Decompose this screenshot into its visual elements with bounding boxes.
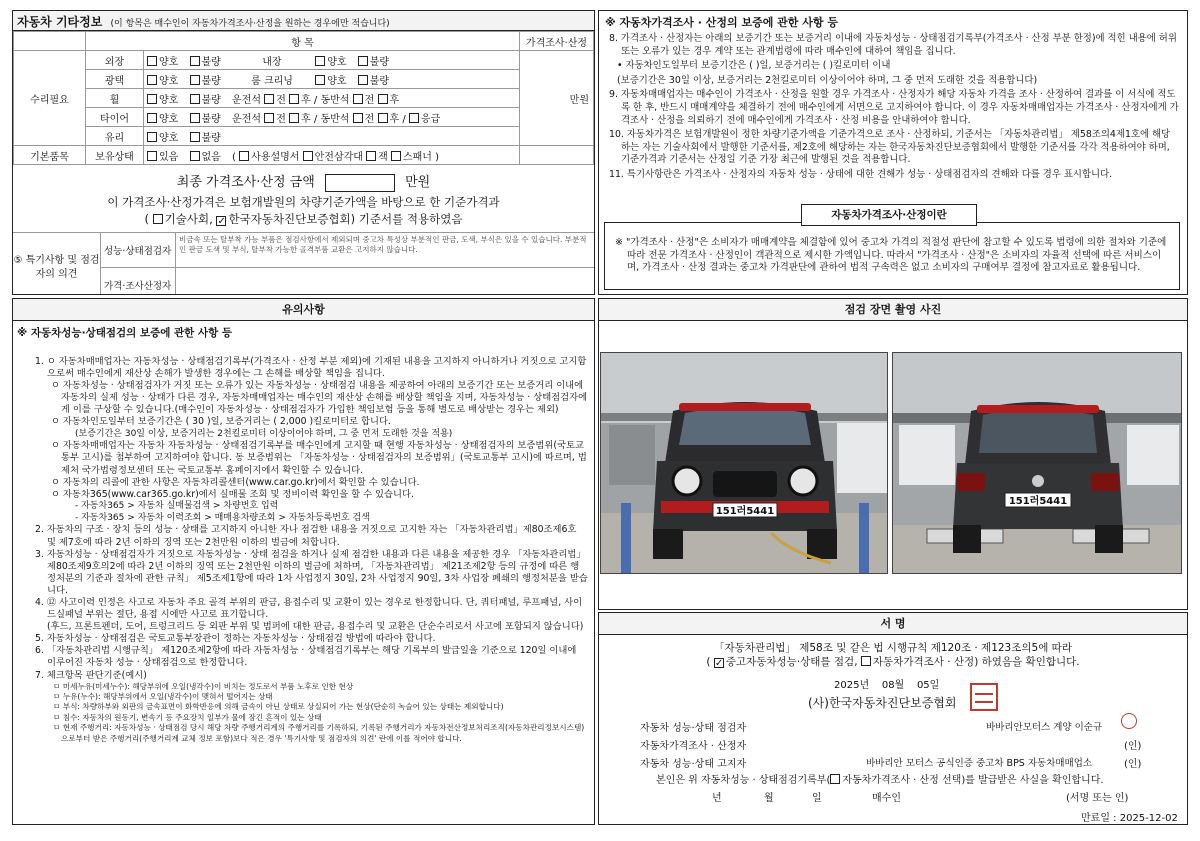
price-warranty-p11: 11. 특기사항란은 가격조사 · 산정자의 자동차 성능 · 상태에 대한 견해가 성능 · 상태점검자의 견해와 다를 경우 표시합니다. bbox=[609, 168, 1113, 180]
row-interior-label: 내장 bbox=[262, 56, 282, 68]
front-label: 전 bbox=[364, 113, 375, 125]
none-label: 없음 bbox=[201, 151, 221, 163]
price-definition-text: ※ "가격조사 · 산정"은 소비자가 매매계약을 체결함에 있어 중고차 가격의 적절성 판단에 참고할 수 있도록 법령에 의한 절차와 기준에 따라 전문 가격조사 · 산정인이 객관적으로 제시한 가액입니다. 따라서 "가격조사 · 산정"은 소비자의 자율적 선택에 따른 서비스이며, 가격조사 · 산정 결과는 중고차 가격판단에 관하여 법적 구속력은 없고 소비자의 구매여부 결정에 참고자료로 활용됩니다. bbox=[604, 222, 1180, 290]
photos-band: 점검 장면 촬영 사진 bbox=[599, 299, 1187, 321]
opt-bad-label: 불량 bbox=[201, 113, 221, 125]
note-1c: ㅇ 자동차인도일부터 보증기간은 ( 30 )일, 보증거리는 ( 2,000 )킬로미터로 합니다. bbox=[51, 416, 391, 428]
perf-inspector-label: 자동차 성능·상태 점검자 bbox=[640, 723, 747, 734]
wheel-driver-rear-checkbox[interactable] bbox=[289, 94, 299, 104]
note-7-s1: ㅁ 미세누유(미세누수): 해당부위에 오일(냉각수)이 비치는 정도로서 부품 노후로 인한 현상 bbox=[53, 681, 354, 691]
opt-bad-label: 불량 bbox=[369, 75, 390, 87]
jack-checkbox[interactable] bbox=[366, 151, 376, 161]
signature-date bbox=[834, 676, 939, 691]
rear-car-image bbox=[893, 353, 1182, 574]
tire-emergency-checkbox[interactable] bbox=[409, 113, 419, 123]
perf-inspector-seal bbox=[1121, 713, 1137, 729]
remarks-price-label: 가격·조사산정자 bbox=[101, 268, 176, 295]
note-7-s2: ㅁ 누유(누수): 해당부위에서 오일(냉각수)이 맺혀서 떨어지는 상태 bbox=[53, 692, 273, 702]
rear-label: 후 bbox=[389, 94, 400, 106]
tire-passenger-front-checkbox[interactable] bbox=[353, 113, 363, 123]
front-car-image bbox=[601, 353, 888, 574]
note-4: 4. ⑫ 사고이력 인정은 사고로 자동차 주요 골격 부위의 판금, 용접수리 및 교환이 있는 경우로 한정합니다. 단, 쿼터패널, 루프패널, 사이드실패널 부위는 절단, 용접 시에만 사고로 표기합니다. bbox=[35, 596, 583, 621]
basis-line1: 이 가격조사·산정가격은 보험개발원의 차량기준가액을 바탕으로 한 기준가격과 bbox=[107, 194, 500, 209]
front-plate-text: 151러5441 bbox=[715, 506, 775, 517]
opt-bad-label: 불량 bbox=[201, 94, 221, 106]
gloss-bad-checkbox[interactable] bbox=[190, 75, 200, 85]
rear-label: 후 bbox=[301, 113, 311, 125]
front-label: 전 bbox=[276, 113, 286, 125]
other-info-section bbox=[12, 10, 595, 295]
possession-has-checkbox[interactable] bbox=[147, 151, 157, 161]
manual-checkbox[interactable] bbox=[239, 151, 249, 161]
glass-bad-checkbox[interactable] bbox=[190, 132, 200, 142]
wheel-driver-front-checkbox[interactable] bbox=[264, 94, 274, 104]
notes-section bbox=[12, 298, 595, 825]
wheel-passenger-rear-checkbox[interactable] bbox=[378, 94, 388, 104]
seal-stamp-icon bbox=[1121, 713, 1137, 729]
remarks-price-text bbox=[176, 268, 594, 295]
emergency-label: 응급 bbox=[420, 113, 441, 125]
basic-items-label: 기본품목 bbox=[14, 146, 86, 165]
row-gloss-label: 광택 bbox=[86, 70, 144, 89]
rear-label: 후 bbox=[301, 94, 311, 106]
exterior-good-checkbox[interactable] bbox=[147, 56, 157, 66]
passenger-seat-label: / 동반석 bbox=[313, 113, 350, 125]
rear-plate-text: 151러5441 bbox=[1008, 496, 1068, 507]
other-info-table: 항 목 가격조사·산정 수리필요 외장 양호 불량 내장 양호 불량 만원 광택 양호 불량 룸 크리닝 양호 불량 휠 양호 불량 운전석 전 후 / 동반석 전 후 타이어 양호 불량 운전석 전 후 / 동반석 전 후 / 응급 유리 양호 불량 기본품목 보유상태 있음 없음 ( 사용설명서 안전삼각대 잭 스패너 ) bbox=[13, 31, 594, 165]
note-2: 2. 자동차의 구조 · 장치 등의 성능 · 상태를 고지하지 아니한 자나 점검한 내용을 거짓으로 고지한 자는 「자동차관리법」제80조제6호 및 제7호에 따라 2년 이하의 징역 또는 2천만원 이하의 벌금에 처합니다. bbox=[35, 524, 577, 548]
tire-driver-front-checkbox[interactable] bbox=[264, 113, 274, 123]
buyer-sign-field[interactable]: (서명 또는 인) bbox=[1066, 793, 1129, 804]
triangle-label: 안전삼각대 bbox=[314, 151, 363, 163]
remarks-section bbox=[13, 232, 594, 296]
price-check-checkbox[interactable] bbox=[861, 656, 871, 666]
price-check-label: 자동차가격조사 · 산정) bbox=[872, 656, 979, 668]
triangle-checkbox[interactable] bbox=[303, 151, 313, 161]
rear-photo bbox=[892, 352, 1182, 574]
front-photo bbox=[600, 352, 888, 574]
receipt-price-checkbox[interactable] bbox=[830, 774, 840, 784]
spanner-checkbox[interactable] bbox=[391, 151, 401, 161]
room-bad-checkbox[interactable] bbox=[358, 75, 368, 85]
interior-good-checkbox[interactable] bbox=[315, 56, 325, 66]
buyer-year: 년 bbox=[712, 793, 722, 804]
final-price-input[interactable] bbox=[325, 174, 395, 192]
opt-bad-label: 불량 bbox=[369, 56, 390, 68]
note-1c-note: (보증기간은 30일 이상, 보증거리는 2천킬로미터 이상이어야 하며, 그 중 먼저 도래한 것을 적용) bbox=[75, 428, 453, 439]
note-1f-a: - 자동차365 > 자동차 실매물검색 > 차량번호 입력 bbox=[75, 500, 279, 511]
basis-line2-end: ) 기준서를 적용하였음 bbox=[350, 211, 463, 226]
basis-kaa-checkbox[interactable] bbox=[216, 216, 226, 226]
opt-bad-label: 불량 bbox=[201, 56, 221, 68]
perf-inspector-value: 바바리안모터스 계양 이순규 bbox=[986, 722, 1103, 733]
note-7-s4: ㅁ 침수: 자동차의 원동기, 변속기 등 주요장치 일부가 물에 잠긴 흔적이 있는 상태 bbox=[53, 712, 322, 722]
org-seal-stamp bbox=[970, 683, 998, 711]
receipt-post: 자동차가격조사 · 산정 선택)를 발급받은 사실을 확인합니다. bbox=[842, 775, 1104, 786]
note-1: 1. ㅇ 자동차매매업자는 자동차성능 · 상태점검기록부(가격조사 · 산정 부분 제외)에 기재된 내용을 고지하지 아니하거나 거짓으로 고지함으로써 매수인에게 재산상 손해가 발생한 경우에는 그 손해를 배상할 책임을 집니다. bbox=[35, 356, 587, 380]
opt-bad-label: 불량 bbox=[201, 75, 221, 87]
opt-good-label: 양호 bbox=[159, 75, 179, 87]
wheel-good-checkbox[interactable] bbox=[147, 94, 157, 104]
receipt-pre: 본인은 위 자동차성능 · 상태점검기록부( bbox=[656, 775, 831, 786]
row-wheel-label: 휠 bbox=[86, 89, 144, 108]
note-1f: ㅇ 자동차365(www.car365.go.kr)에서 실매물 조회 및 정비이력 확인을 할 수 있습니다. bbox=[51, 488, 414, 500]
tire-good-checkbox[interactable] bbox=[147, 113, 157, 123]
spanner-label: 스패너 bbox=[402, 151, 432, 163]
note-5: 5. 자동차성능 · 상태점검은 국토교통부장관이 정하는 자동차성능 · 상태점검 방법에 따라야 합니다. bbox=[35, 633, 436, 645]
remarks-perf-text: 비금속 또는 탈부착 가능 부품은 점검사항에서 제외되며 중고차 특성상 부분적인 판금, 도색, 부식은 있을 수 있습니다. 부분적인 판금 도색 및 부식, 탈부착 가능한 골격부품 교환은 고지하지 않습니다. bbox=[179, 234, 587, 254]
opt-good-label: 양호 bbox=[327, 75, 347, 87]
note-1d: ㅇ 자동차매매업자는 자동차 자동차성능 · 상태점검기록부를 매수인에게 고지할 때 현행 자동차성능 · 상태점검자의 보증범위(국토교통부 고시)를 첨부하여 고지하여야 합니다. 동 보증범위는 「자동차성능 · 상태점검자의 보증범위」(국토교통부 고시)에 따르며, 법제처 국가법령정보센터 또는 국토교통부 홈페이지에서 확인할 수 있습니다. bbox=[51, 440, 587, 476]
tire-bad-checkbox[interactable] bbox=[190, 113, 200, 123]
front-label: 전 bbox=[276, 94, 286, 106]
perf-check-checkbox[interactable] bbox=[714, 658, 724, 668]
row-glass-label: 유리 bbox=[86, 127, 144, 146]
rear-label: 후 bbox=[389, 113, 400, 125]
jack-label: 잭 bbox=[378, 151, 388, 163]
price-inspector-seal: (인) bbox=[1124, 741, 1142, 752]
note-1e: ㅇ 자동차의 리콜에 관한 사항은 자동차리콜센터(www.car.go.kr)에서 확인할 수 있습니다. bbox=[51, 476, 420, 488]
basis-tech-checkbox[interactable] bbox=[153, 214, 163, 224]
remarks-perf-label: 성능·상태점검자 bbox=[101, 233, 176, 268]
sig-year: 2025년 bbox=[834, 680, 870, 691]
basis-tech-label: 기술사회 bbox=[164, 211, 210, 226]
possession-none-checkbox[interactable] bbox=[190, 151, 200, 161]
notifier-label: 자동차 성능·상태 고지자 bbox=[640, 759, 747, 770]
exterior-bad-checkbox[interactable] bbox=[190, 56, 200, 66]
price-warranty-p8: 8. 가격조사 · 산정자는 아래의 보증기간 또는 보증거리 이내에 자동차성능 · 상태점검기록부(가격조사 · 산정 부분 한정)에 적힌 내용에 허위 또는 오류가 있는 경우 계약 또는 관계법령에 따라 매수인에 대하여 책임을 집니다. bbox=[609, 33, 1177, 57]
room-good-checkbox[interactable] bbox=[315, 75, 325, 85]
signature-line1: 「자동차관리법」 제58조 및 같은 법 시행규칙 제120조 · 제123조의5에 따라 bbox=[714, 642, 1072, 654]
opt-good-label: 양호 bbox=[159, 56, 179, 68]
sig-day: 05일 bbox=[916, 680, 940, 691]
price-basis: 이 가격조사·산정가격은 보험개발원의 차량기준가액을 바탕으로 한 기준가격과 ( 기술사회, ✓한국자동차진단보증협회) 기준서를 적용하였음 bbox=[13, 194, 594, 228]
wheel-bad-checkbox[interactable] bbox=[190, 94, 200, 104]
final-price-unit: 만원 bbox=[405, 175, 431, 190]
front-label: 전 bbox=[364, 94, 375, 106]
opt-good-label: 양호 bbox=[327, 56, 347, 68]
other-info-subtitle: (이 항목은 매수인이 자동차가격조사·산정을 원하는 경우에만 적습니다) bbox=[110, 19, 390, 29]
price-inspector-label: 자동차가격조사 · 산정자 bbox=[640, 741, 747, 752]
repair-needed-label: 수리필요 bbox=[14, 51, 86, 146]
opt-bad-label: 불량 bbox=[201, 132, 221, 144]
opt-good-label: 양호 bbox=[159, 94, 179, 106]
price-unit-label: 만원 bbox=[520, 51, 594, 146]
note-3: 3. 자동차성능 · 상태점검자가 거짓으로 자동차성능 · 상태 점검을 하거나 실제 점검한 내용과 다른 내용을 제공한 경우 「자동차관리법」 제80조제9호의2에 따라 2년 이하의 징역 또는 2천만원 이하의 벌금에 처하며, 「자동차관리법」 제21조제2항 등의 규정에 따른 행정처분의 기준과 절차에 관한 규칙」 제5조제1항에 따라 1차 사업정지 30일, 2차 사업정지 90일, 3차 사업장 폐쇄의 행정처분을 받습니다. bbox=[35, 548, 588, 596]
notifier-seal: (인) bbox=[1124, 759, 1142, 770]
buyer-label: 매수인 bbox=[872, 793, 901, 804]
price-warranty-p9: 9. 자동차매매업자는 매수인이 가격조사 · 산정을 원할 경우 가격조사 · 산정자가 해당 자동차 가격을 조사 · 산정하여 결과를 이 서식에 적도록 한 후, 반드시 매매계약을 체결하기 전에 매수인에게 서면으로 고지하여야 합니다. 이 경우 자동차매매업자는 가격조사 · 산정자에게 가격조사 · 산정을 의뢰하기 전에 매수인에게 가격조사 · 산정 비용을 안내하여야 합니다. bbox=[609, 89, 1179, 126]
driver-seat-label: 운전석 bbox=[232, 94, 262, 106]
row-possession-label: 보유상태 bbox=[86, 146, 144, 165]
note-4-note: (후드, 프론트펜더, 도어, 트렁크리드 등 외판 부위 및 범퍼에 대한 판금, 용접수리 및 교환은 단순수리로서 사고에 포함되지 않습니다) bbox=[47, 621, 584, 633]
expiry-date: 만료일 : 2025-12-02 bbox=[1081, 813, 1178, 824]
signature-line2-end: 하였음을 확인합니다. bbox=[981, 656, 1080, 668]
note-6: 6. 「자동차관리법 시행규칙」 제120조제2항에 따라 자동차성능 · 상태점검기록부는 해당 기록부의 발급일을 기준으로 120일 이내에 이루어진 자동차 성능 · 상태점검으로 한정합니다. bbox=[35, 645, 577, 669]
price-warranty-title: ※ 자동차가격조사 · 산정의 보증에 관한 사항 등 bbox=[605, 16, 838, 29]
col-item-header: 항 목 bbox=[86, 32, 520, 51]
note-7: 7. 체크항목 판단기준(예시) bbox=[35, 669, 147, 681]
passenger-seat-label: / 동반석 bbox=[313, 94, 350, 106]
gloss-good-checkbox[interactable] bbox=[147, 75, 157, 85]
manual-label: 사용설명서 bbox=[251, 151, 300, 163]
price-warranty-p8-note: (보증기간은 30일 이상, 보증거리는 2천킬로미터 이상이어야 하며, 그 중 먼저 도래한 것을 적용합니다) bbox=[617, 74, 1038, 86]
glass-good-checkbox[interactable] bbox=[147, 132, 157, 142]
perf-check-label: 중고자동차성능·상태를 점검, bbox=[725, 656, 858, 668]
opt-good-label: 양호 bbox=[159, 113, 179, 125]
note-1b: ㅇ 자동차성능 · 상태점검자가 거짓 또는 오류가 있는 자동차성능 · 상태점검 내용을 제공하여 아래의 보증기간 또는 보증거리 이내에 자동차의 실제 성능 · 상태가 다른 경우, 자동차매매업자는 매수인의 재산상 손해를 배상할 책임을 지며, 자동차성능 · 상태점검자에게 이를 구상할 수 있습니다.(매수인이 자동차성능 · 상태점검자가 가입한 책임보험 등을 통해 별도로 배상받는 경우는 제외) bbox=[51, 380, 588, 416]
opt-good-label: 양호 bbox=[159, 132, 179, 144]
other-info-title bbox=[13, 11, 594, 31]
notifier-value: 바바리안 모터스 공식인증 중고차 BPS 자동차매매업소 bbox=[866, 758, 1093, 769]
signature-band: 서 명 bbox=[599, 613, 1187, 635]
has-label: 있음 bbox=[159, 151, 179, 163]
price-warranty-p8-sub: • 자동차인도일부터 보증기간은 ( )일, 보증거리는 ( )킬로미터 이내 bbox=[617, 60, 891, 72]
notes-head: ※ 자동차성능·상태점검의 보증에 관한 사항 등 bbox=[17, 327, 233, 339]
basis-kaa-label: 한국자동차진단보증협회 bbox=[228, 211, 351, 226]
row-room-cleaning-label: 룸 크리닝 bbox=[251, 75, 293, 87]
note-7-s3: ㅁ 부식: 차량하부와 외판의 금속표면이 화학반응에 의해 금속이 아닌 상태로 상실되어 가는 현상(단순히 녹슬어 있는 상태는 제외합니다) bbox=[53, 702, 504, 712]
notes-band: 유의사항 bbox=[13, 299, 594, 321]
other-info-title-text: 자동차 기타정보 bbox=[17, 15, 103, 29]
receipt-line bbox=[656, 771, 1104, 786]
remarks-label: ⑤ 특기사항 및 점검자의 의견 bbox=[13, 233, 101, 296]
driver-seat-label: 운전석 bbox=[232, 113, 262, 125]
signature-line2: ( ✓중고자동차성능·상태를 점검, 자동차가격조사 · 산정) 하였음을 확인합니다. bbox=[599, 655, 1187, 669]
sig-month: 08월 bbox=[881, 680, 905, 691]
price-definition-title: 자동차가격조사·산정이란 bbox=[801, 204, 977, 226]
interior-bad-checkbox[interactable] bbox=[358, 56, 368, 66]
final-price-label: 최종 가격조사·산정 금액 bbox=[176, 175, 315, 190]
buyer-day: 일 bbox=[812, 793, 822, 804]
price-warranty-p10: 10. 자동차가격은 보험개발원이 정한 차량기준가액을 기준가격으로 조사 · 산정하되, 기준서는 「자동차관리법」 제58조의4제1호에 해당하는 자는 기술사회에서 발행한 기준서를, 제2호에 해당하는 자는 한국자동차진단보증협회에서 발행한 기준서를 각각 적용하여야 하며, 기준가격과 기준서는 산정일 기준 가장 최근에 발행된 것을 적용합니다. bbox=[609, 129, 1171, 166]
note-7-s5: ㅁ 현재 주행거리: 자동차성능 · 상태점검 당시 해당 차량 주행거리계의 주행거리를 기록하되, 기록된 주행거리가 자동차전산정보처리조직(자동차관리정보시스템)으로부터 받은 주행거리(주행거리계 교체 정보 포함)보다 적은 경우 '특기사항 및 점검자의 의견' 란에 이를 적어야 합니다. bbox=[53, 723, 585, 743]
row-exterior-label: 외장 bbox=[86, 51, 144, 70]
wheel-passenger-front-checkbox[interactable] bbox=[353, 94, 363, 104]
tire-driver-rear-checkbox[interactable] bbox=[289, 113, 299, 123]
buyer-month: 월 bbox=[764, 793, 774, 804]
final-price-row bbox=[13, 165, 594, 194]
tire-passenger-rear-checkbox[interactable] bbox=[378, 113, 388, 123]
col-price-header: 가격조사·산정 bbox=[520, 32, 594, 51]
signature-org: (사)한국자동차진단보증협회 bbox=[808, 696, 957, 710]
row-tire-label: 타이어 bbox=[86, 108, 144, 127]
note-1f-b: - 자동차365 > 자동차 이력조회 > 매매용차량조회 > 자동차등록번호 검색 bbox=[75, 512, 370, 523]
